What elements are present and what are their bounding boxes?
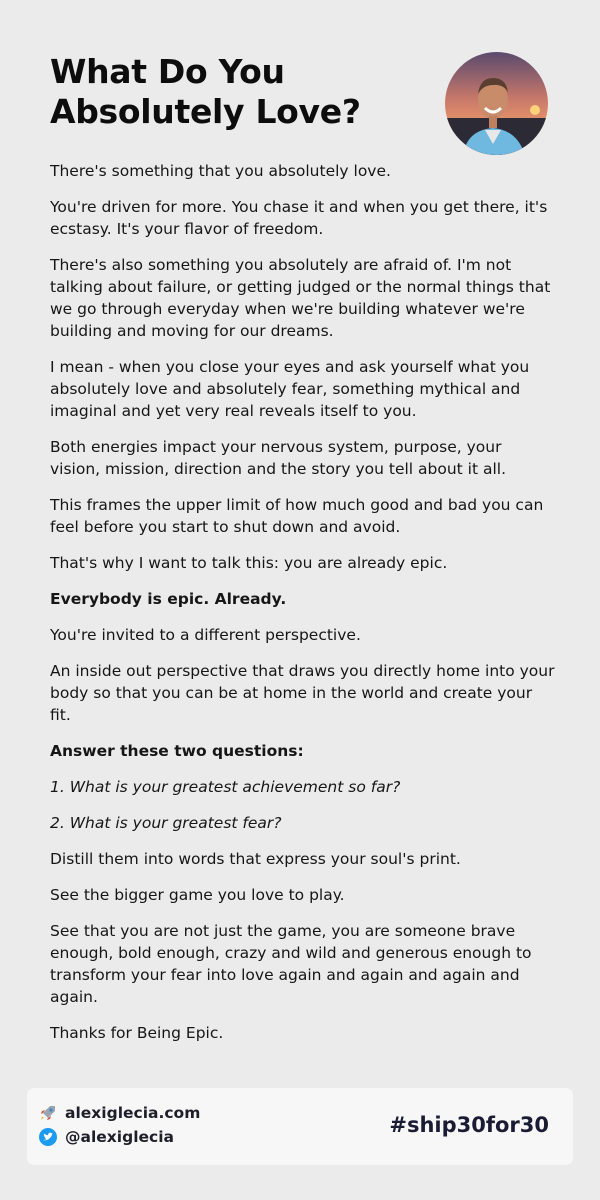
- hashtag: #ship30for30: [389, 1113, 549, 1137]
- portrait-photo-icon: [445, 52, 548, 155]
- twitter-icon: [39, 1128, 57, 1146]
- paragraph: That's why I want to talk this: you are already epic.: [50, 554, 448, 572]
- paragraph: 2. What is your greatest fear?: [50, 814, 282, 832]
- footer-card: [27, 1088, 573, 1165]
- avatar: [445, 52, 548, 155]
- article-body: [50, 160, 555, 1058]
- paragraph: There's also something you absolutely are afraid of. I'm not talking about failure, or getting judged or the normal things that we go through everyday when we're building whatever we're building and moving for our dreams.: [50, 256, 551, 340]
- paragraph: You're invited to a different perspective.: [50, 626, 361, 644]
- paragraph: You're driven for more. You chase it and when you get there, it's ecstasy. It's your flavor of freedom.: [50, 198, 548, 238]
- paragraph: Answer these two questions:: [50, 742, 304, 760]
- rocket-icon: [39, 1104, 57, 1122]
- paragraph: 1. What is your greatest achievement so far?: [50, 778, 401, 796]
- twitter-link[interactable]: [39, 1128, 174, 1146]
- paragraph: Both energies impact your nervous system, purpose, your vision, mission, direction and the story you tell about it all.: [50, 438, 507, 478]
- paragraph: See the bigger game you love to play.: [50, 886, 345, 904]
- website-label: alexiglecia.com: [65, 1104, 201, 1122]
- paragraph: See that you are not just the game, you are someone brave enough, bold enough, crazy and wild and generous enough to transform your fear into love again and again and again and again.: [50, 922, 532, 1006]
- paragraph: This frames the upper limit of how much good and bad you can feel before you start to shut down and avoid.: [50, 496, 544, 536]
- page-title: What Do You Absolutely Love?: [50, 52, 361, 131]
- website-link[interactable]: [39, 1104, 200, 1122]
- paragraph: Everybody is epic. Already.: [50, 590, 287, 608]
- paragraph: There's something that you absolutely love.: [50, 162, 391, 180]
- paragraph: I mean - when you close your eyes and ask yourself what you absolutely love and absolutely fear, something mythical and imaginal and yet very real reveals itself to you.: [50, 358, 530, 420]
- paragraph: Distill them into words that express your soul's print.: [50, 850, 461, 868]
- twitter-label: @alexiglecia: [65, 1128, 174, 1146]
- paragraph: Thanks for Being Epic.: [50, 1024, 224, 1042]
- paragraph: An inside out perspective that draws you directly home into your body so that you can be at home in the world and create your fit.: [50, 662, 555, 724]
